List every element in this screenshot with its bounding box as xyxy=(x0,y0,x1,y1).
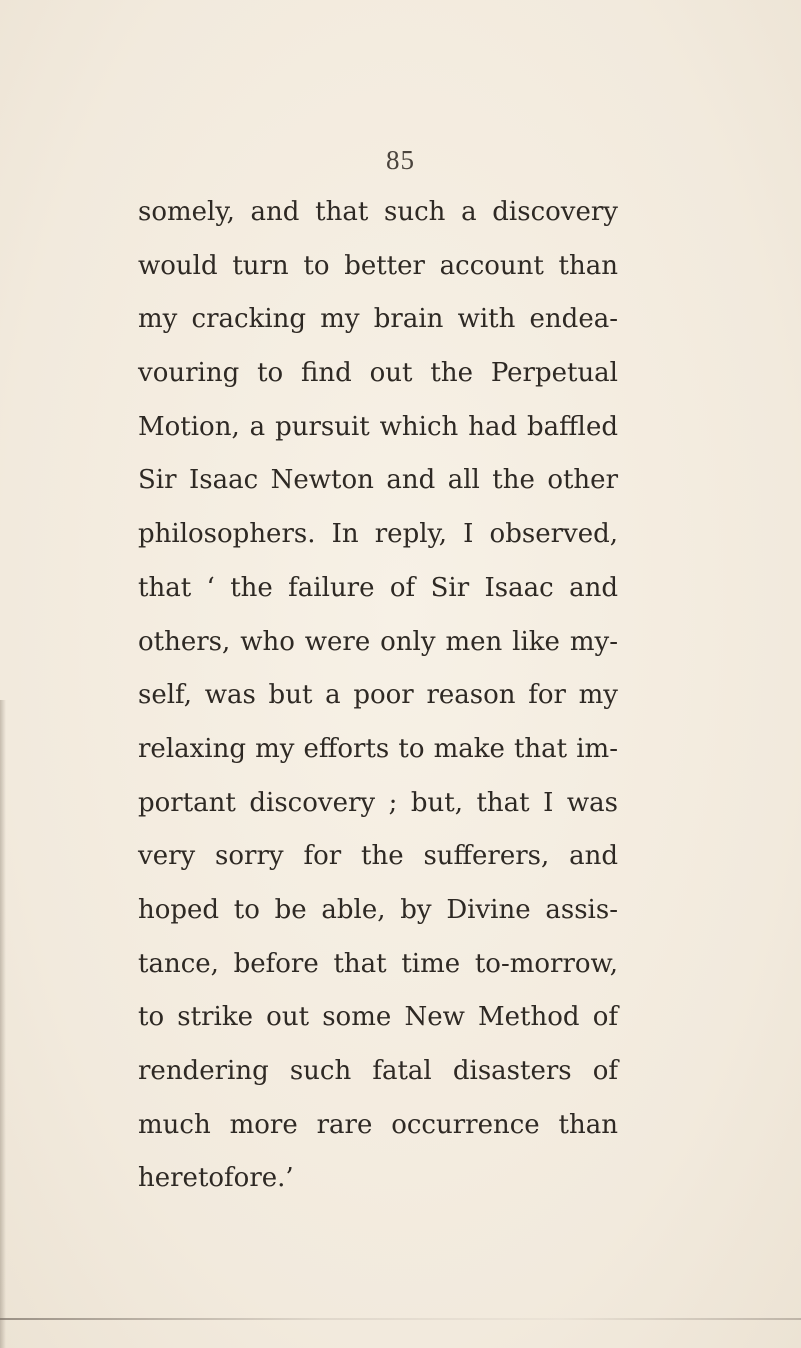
text-line: Motion, a pursuit which had baffled xyxy=(138,411,618,442)
body-text xyxy=(138,186,618,1206)
text-line: rendering such fatal disasters of xyxy=(138,1056,618,1086)
text-line: others, who were only men like my- xyxy=(138,626,618,657)
text-line: heretofore.’ xyxy=(138,1163,294,1194)
text-line: portant discovery ; but, that I was xyxy=(138,787,618,818)
text-line: relaxing my efforts to make that im- xyxy=(138,733,618,764)
page-number: 85 xyxy=(386,145,415,175)
text-line: that ‘ the failure of Sir Isaac and xyxy=(138,572,618,603)
text-line: somely, and that such a discovery xyxy=(138,197,618,227)
text-line: Sir Isaac Newton and all the other xyxy=(138,465,618,496)
text-line: much more rare occurrence than xyxy=(138,1109,618,1140)
text-line: hoped to be able, by Divine assis- xyxy=(138,894,618,925)
text-line: philosophers. In reply, I observed, xyxy=(138,519,618,550)
page-bottom-edge xyxy=(0,1318,801,1320)
text-line: self, was but a poor reason for my xyxy=(138,680,618,711)
text-line: my cracking my brain with endea- xyxy=(138,304,618,335)
page-edge-shadow xyxy=(0,700,6,1348)
text-line: would turn to better account than xyxy=(138,250,618,281)
text-line: very sorry for the sufferers, and xyxy=(138,841,618,872)
text-line: to strike out some New Method of xyxy=(138,1002,618,1033)
text-line: tance, before that time to-morrow, xyxy=(138,948,618,979)
text-line: vouring to find out the Perpetual xyxy=(138,358,618,389)
